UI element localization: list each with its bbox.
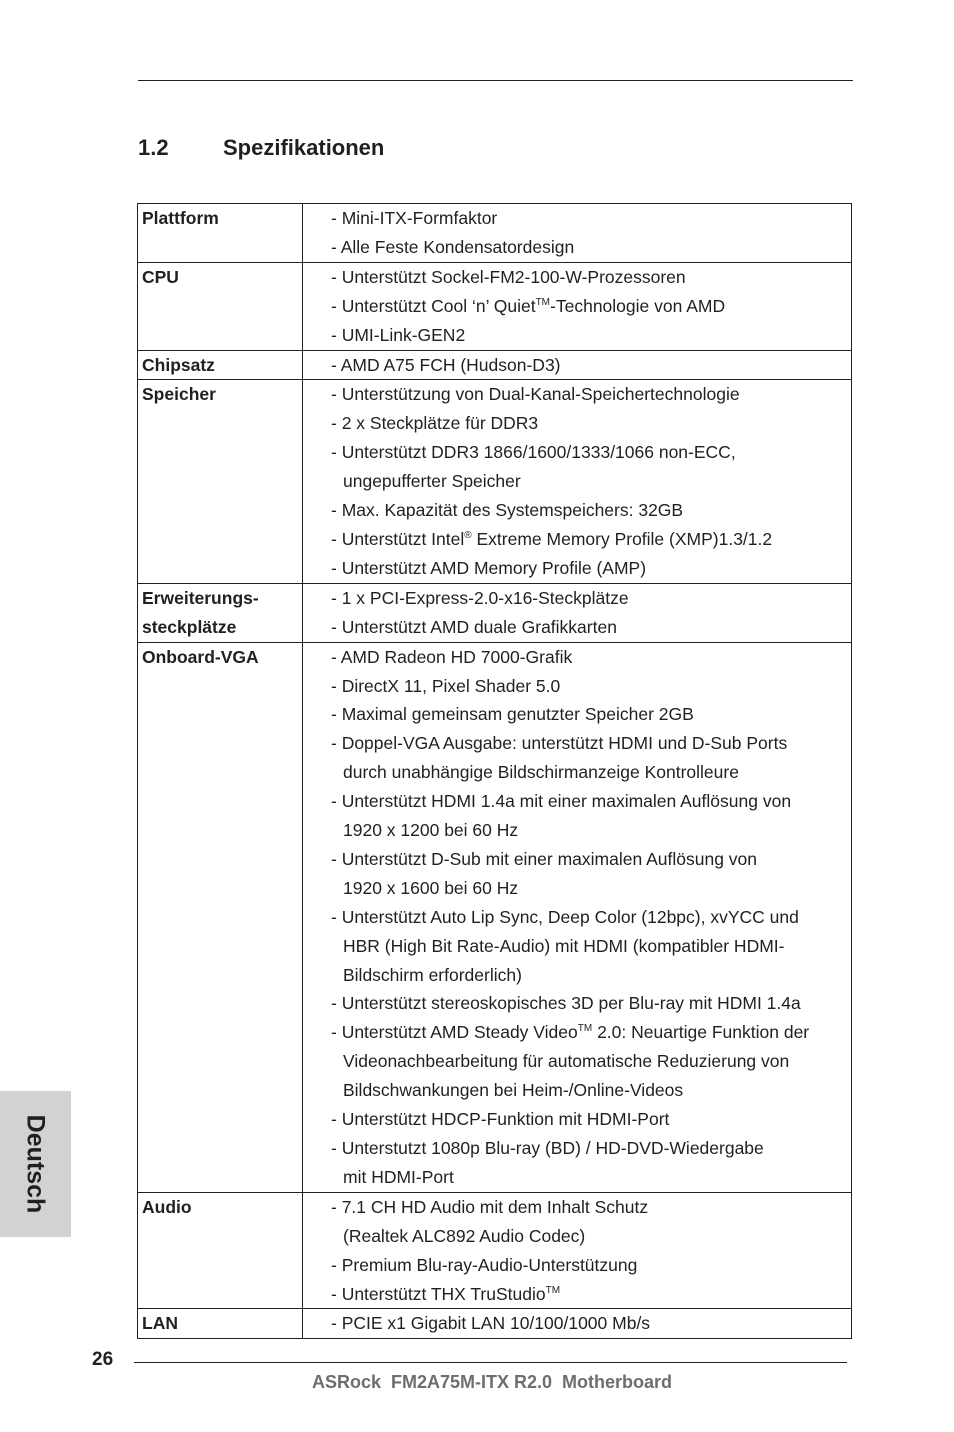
spec-label: Onboard-VGA xyxy=(142,646,259,667)
spec-values-cell xyxy=(303,350,852,380)
spec-label-cell xyxy=(138,350,303,380)
spec-line xyxy=(331,903,851,932)
spec-text: - Premium Blu-ray-Audio-Unterstützung xyxy=(331,1254,638,1275)
spec-line xyxy=(331,1047,851,1076)
language-tab xyxy=(0,1091,71,1237)
spec-label: LAN xyxy=(142,1313,178,1334)
spec-label: CPU xyxy=(142,266,179,287)
spec-text: - Unterstützt D-Sub mit einer maximalen Auflösung von xyxy=(331,848,758,869)
spec-label: steckplätze xyxy=(142,616,237,637)
trademark-mark: ® xyxy=(464,529,472,541)
spec-line xyxy=(331,1222,851,1251)
spec-text: - 2 x Steckplätze für DDR3 xyxy=(331,413,539,434)
footer-title: ASRock FM2A75M-ITX R2.0 Motherboard xyxy=(312,1372,673,1392)
spec-line xyxy=(331,1280,851,1309)
spec-text: Bildschwankungen bei Heim-/Online-Videos xyxy=(343,1080,684,1101)
spec-text: - Unterstützt DDR3 1866/1600/1333/1066 non-ECC, xyxy=(331,442,736,463)
spec-line xyxy=(331,204,851,233)
spec-line xyxy=(331,613,851,642)
spec-row xyxy=(138,204,852,263)
spec-text: - Alle Feste Kondensatordesign xyxy=(331,236,575,257)
spec-line xyxy=(331,380,851,409)
spec-line xyxy=(331,643,851,672)
spec-values-cell xyxy=(303,380,852,583)
spec-text: - Unterstützt AMD Steady Video xyxy=(331,1022,578,1043)
top-rule xyxy=(138,80,853,81)
spec-values-cell xyxy=(303,1192,852,1309)
spec-text: -Technologie von AMD xyxy=(550,295,726,316)
spec-text: - Doppel-VGA Ausgabe: unterstützt HDMI und D-Sub Ports xyxy=(331,733,788,754)
spec-text: - Unterstützt Sockel-FM2-100-W-Prozessoren xyxy=(331,266,686,287)
spec-label: Chipsatz xyxy=(142,354,215,375)
spec-line xyxy=(331,496,851,525)
spec-line xyxy=(331,292,851,321)
spec-values-cell xyxy=(303,642,852,1192)
spec-line xyxy=(331,1251,851,1280)
spec-line xyxy=(331,729,851,758)
spec-line xyxy=(331,672,851,701)
spec-values-cell xyxy=(303,583,852,642)
spec-label-cell xyxy=(138,380,303,583)
spec-text: - 1 x PCI-Express-2.0-x16-Steckplätze xyxy=(331,587,629,608)
spec-label-cell xyxy=(138,642,303,1192)
spec-text: - UMI-Link-GEN2 xyxy=(331,324,466,345)
spec-line xyxy=(331,438,851,467)
spec-label-cell xyxy=(138,204,303,263)
spec-text: 1920 x 1600 bei 60 Hz xyxy=(343,877,519,898)
spec-text: - Unterstützt THX TruStudio xyxy=(331,1283,546,1304)
spec-row xyxy=(138,583,852,642)
spec-text: (Realtek ALC892 Audio Codec) xyxy=(343,1225,586,1246)
spec-text: - PCIE x1 Gigabit LAN 10/100/1000 Mb/s xyxy=(331,1313,651,1334)
spec-text: ungepufferter Speicher xyxy=(343,471,521,492)
spec-label: Audio xyxy=(142,1196,192,1217)
spec-text: - Unterstützt Cool ‘n’ Quiet xyxy=(331,295,536,316)
spec-line xyxy=(331,845,851,874)
spec-row xyxy=(138,350,852,380)
spec-text: - AMD A75 FCH (Hudson-D3) xyxy=(331,354,561,375)
spec-text: Videonachbearbeitung für automatische Reduzierung von xyxy=(343,1051,790,1072)
spec-text: - 7.1 CH HD Audio mit dem Inhalt Schutz xyxy=(331,1196,649,1217)
spec-text: - Unterstutzt 1080p Blu-ray (BD) / HD-DVD-Wiedergabe xyxy=(331,1138,764,1158)
spec-text: - Unterstützt AMD duale Grafikkarten xyxy=(331,616,617,637)
spec-row xyxy=(138,380,852,583)
spec-text: - Unterstützt AMD Memory Profile (AMP) xyxy=(331,557,647,578)
spec-line xyxy=(331,758,851,787)
bottom-rule xyxy=(134,1362,847,1363)
spec-line xyxy=(331,584,851,613)
trademark-mark: TM xyxy=(577,1023,593,1035)
spec-line xyxy=(331,1134,851,1163)
spec-label-cell xyxy=(138,583,303,642)
spec-line xyxy=(331,263,851,292)
spec-line xyxy=(331,233,851,262)
spec-text: - Unterstützt Auto Lip Sync, Deep Color (12bpc), xvYCC und xyxy=(331,906,799,927)
trademark-mark: TM xyxy=(535,296,551,308)
spec-line xyxy=(331,700,851,729)
spec-text: - Unterstützt stereoskopisches 3D per Blu-ray mit HDMI 1.4a xyxy=(331,993,801,1014)
spec-row xyxy=(138,642,852,1192)
spec-label-cell xyxy=(138,262,303,350)
spec-line xyxy=(331,989,851,1018)
spec-line xyxy=(331,816,851,845)
spec-line xyxy=(331,467,851,496)
spec-text: - Unterstützt Intel xyxy=(331,528,465,549)
spec-text: - Unterstützt HDMI 1.4a mit einer maximalen Auflösung von xyxy=(331,791,792,812)
section-number: 1.2 xyxy=(138,135,169,160)
spec-line xyxy=(331,1076,851,1105)
spec-text: - DirectX 11, Pixel Shader 5.0 xyxy=(331,675,561,696)
spec-label-cell xyxy=(138,1309,303,1339)
spec-values-cell xyxy=(303,204,852,263)
spec-text: - Unterstützt HDCP-Funktion mit HDMI-Port xyxy=(331,1109,670,1130)
spec-table xyxy=(137,203,852,1339)
spec-text: - Maximal gemeinsam genutzter Speicher 2GB xyxy=(331,704,694,725)
spec-text: - Mini-ITX-Formfaktor xyxy=(331,208,498,228)
spec-line xyxy=(331,1193,851,1222)
page-number: 26 xyxy=(92,1349,114,1370)
spec-line xyxy=(331,321,851,350)
section-title: Spezifikationen xyxy=(223,135,385,160)
spec-text: 1920 x 1200 bei 60 Hz xyxy=(343,820,519,841)
spec-text: Bildschirm erforderlich) xyxy=(343,964,522,985)
spec-line xyxy=(331,874,851,903)
spec-text: - Max. Kapazität des Systemspeichers: 32GB xyxy=(331,500,684,521)
trademark-mark: TM xyxy=(545,1284,561,1296)
language-tab-label: Deutsch xyxy=(21,1114,50,1214)
spec-text: 2.0: Neuartige Funktion der xyxy=(592,1022,810,1043)
spec-line xyxy=(331,932,851,961)
spec-line xyxy=(331,787,851,816)
spec-row xyxy=(138,262,852,350)
spec-row xyxy=(138,1309,852,1339)
spec-text: Extreme Memory Profile (XMP)1.3/1.2 xyxy=(471,528,773,549)
spec-text: - Unterstützung von Dual-Kanal-Speichertechnologie xyxy=(331,384,740,405)
spec-line xyxy=(331,1105,851,1134)
spec-line xyxy=(331,961,851,990)
spec-text: HBR (High Bit Rate-Audio) mit HDMI (kompatibler HDMI- xyxy=(343,935,785,956)
spec-values-cell xyxy=(303,1309,852,1339)
spec-text: - AMD Radeon HD 7000-Grafik xyxy=(331,646,573,667)
spec-values-cell xyxy=(303,262,852,350)
spec-line xyxy=(331,409,851,438)
spec-row xyxy=(138,1192,852,1309)
spec-label: Erweiterungs- xyxy=(142,587,259,608)
spec-text: durch unabhängige Bildschirmanzeige Kontrolleure xyxy=(343,762,739,783)
spec-text: mit HDMI-Port xyxy=(343,1166,454,1187)
spec-label: Plattform xyxy=(142,208,219,228)
spec-line xyxy=(331,1309,851,1338)
spec-line xyxy=(331,554,851,583)
spec-label: Speicher xyxy=(142,384,216,405)
spec-label-cell xyxy=(138,1192,303,1309)
spec-line xyxy=(331,351,851,380)
spec-line xyxy=(331,1018,851,1047)
spec-line xyxy=(331,525,851,554)
spec-line xyxy=(331,1163,851,1192)
section-heading xyxy=(138,134,384,162)
